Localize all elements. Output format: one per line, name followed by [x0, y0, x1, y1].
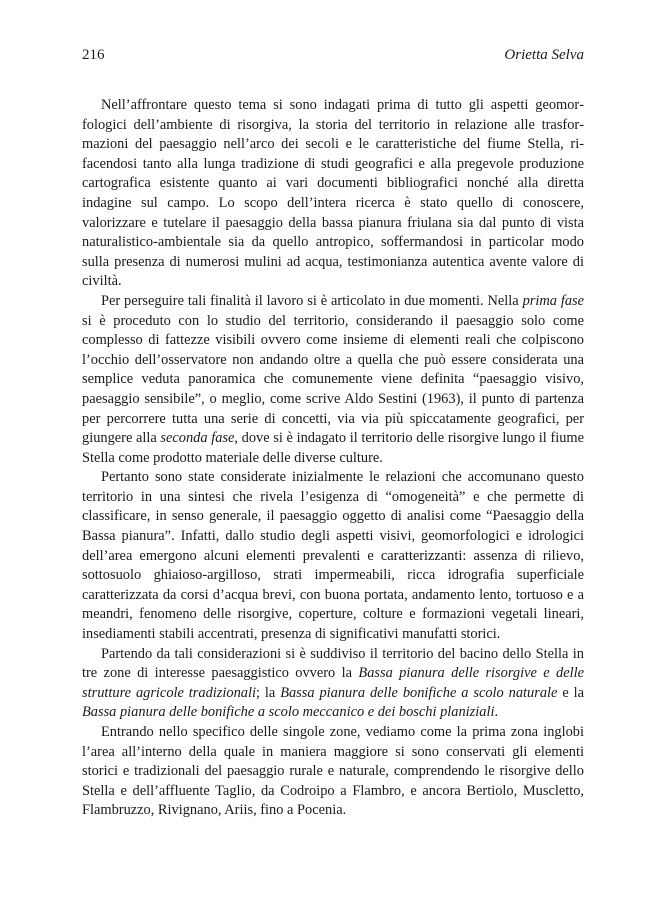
- emphasis-seconda-fase: seconda fase: [160, 430, 235, 447]
- text-run: e la: [557, 684, 585, 701]
- text-run: Per perseguire tali finalità il lavoro si è articolato in due momenti. Nella: [101, 292, 523, 309]
- text-run: Partendo da tali considerazioni si è suddiviso il territorio del bacino dello Stella in tre zone di interesse paesaggistico ovvero la: [82, 645, 584, 682]
- paragraph-2: [82, 292, 584, 468]
- emphasis-zone-1: Bassa pianura delle risorgive e delle strutture agricole tradizionali: [82, 665, 584, 701]
- text-run: Nell’affrontare questo tema si sono indagati prima di tutto gli aspetti geomorfologici dell’ambiente di risorgiva, la storia del territorio in relazione alle trasformazioni del paesaggio nell’arco dei secoli e le caratteristiche del fiume Stella, rifacendosi tanto alla lunga tradizione di studi geografici e alla pregevole produzione cartografica esistente quanto ai vari documenti bibliografici nonché alla diretta indagine sul campo. Lo scopo dell’intera ricerca è stato quello di conoscere, valorizzare e tutelare il paesaggio della bassa pianura friulana sia dal punto di vista naturalistico-ambientale sia da quello antropico, soffermandosi in particolar modo sulla presenza di numerosi mulini ad acqua, testimonianza autentica avente valore di civiltà.: [82, 97, 584, 290]
- emphasis-zone-2: Bassa pianura delle bonifiche a scolo naturale: [280, 684, 558, 701]
- text-run: .: [494, 704, 499, 721]
- running-head-author: Orietta Selva: [504, 47, 584, 63]
- text-run: ; la: [255, 684, 281, 701]
- paragraph-5: [82, 723, 584, 821]
- emphasis-prima-fase: prima fase: [522, 292, 584, 309]
- paragraph-1: [82, 96, 584, 292]
- paragraph-3: [82, 468, 584, 644]
- text-run: Pertanto sono state considerate inizialmente le relazioni che accomunano questo territorio in una sintesi che rivela l’esigenza di “omogeneità” e che permette di classificare, in senso generale, il paesaggio oggetto di analisi come “Paesaggio della Bassa pianura”. Infatti, dallo studio degli aspetti visivi, geomorfologici e idrologici dell’area emergono alcuni elementi prevalenti e caratterizzanti: assenza di rilievo, sottosuolo ghiaioso-argilloso, strati impermeabili, ricca idrografia superficiale caratterizzata da corsi d’acqua brevi, con buona portata, andamento lento, tortuoso e a meandri, fenomeno delle risorgive, coperture, colture e formazioni vegetali lineari, insediamenti stabili accentrati, presenza di significativi manufatti storici.: [82, 469, 584, 643]
- page-number: 216: [82, 47, 105, 63]
- paragraph-4: [82, 645, 584, 723]
- body-text: [82, 96, 584, 821]
- emphasis-zone-3: Bassa pianura delle bonifiche a scolo meccanico e dei boschi planiziali: [82, 704, 495, 721]
- text-run: Entrando nello specifico delle singole zone, vediamo come la prima zona inglobi l’area all’interno della quale in maniera maggiore si sono conservati gli elementi storici e tradizionali del paesaggio rurale e naturale, comprendendo le risorgive dello Stella e dell’affluente Taglio, da Codroipo a Flambro, e ancora Bertiolo, Muscletto, Flambruzzo, Rivignano, Ariis, fino a Pocenia.: [82, 724, 584, 819]
- text-run: , dove si è indagato il territorio delle risorgive lungo il fiume Stella come prodotto materiale delle diverse culture.: [82, 430, 585, 466]
- text-run: si è proceduto con lo studio del territorio, considerando il paesaggio solo come complesso di fattezze visibili ovvero come insieme di elementi reali che colpiscono l’occhio dell’osservatore non andando oltre a quella che può essere considerata una semplice veduta panoramica che comunemente viene definita “paesaggio visivo, paesaggio sensibile”, o meglio, come scrive Aldo Sestini (1963), il punto di partenza per percorrere tutta una serie di concetti, via via più spiccatamente geografici, per giungere alla: [82, 312, 584, 447]
- running-head: [82, 46, 584, 64]
